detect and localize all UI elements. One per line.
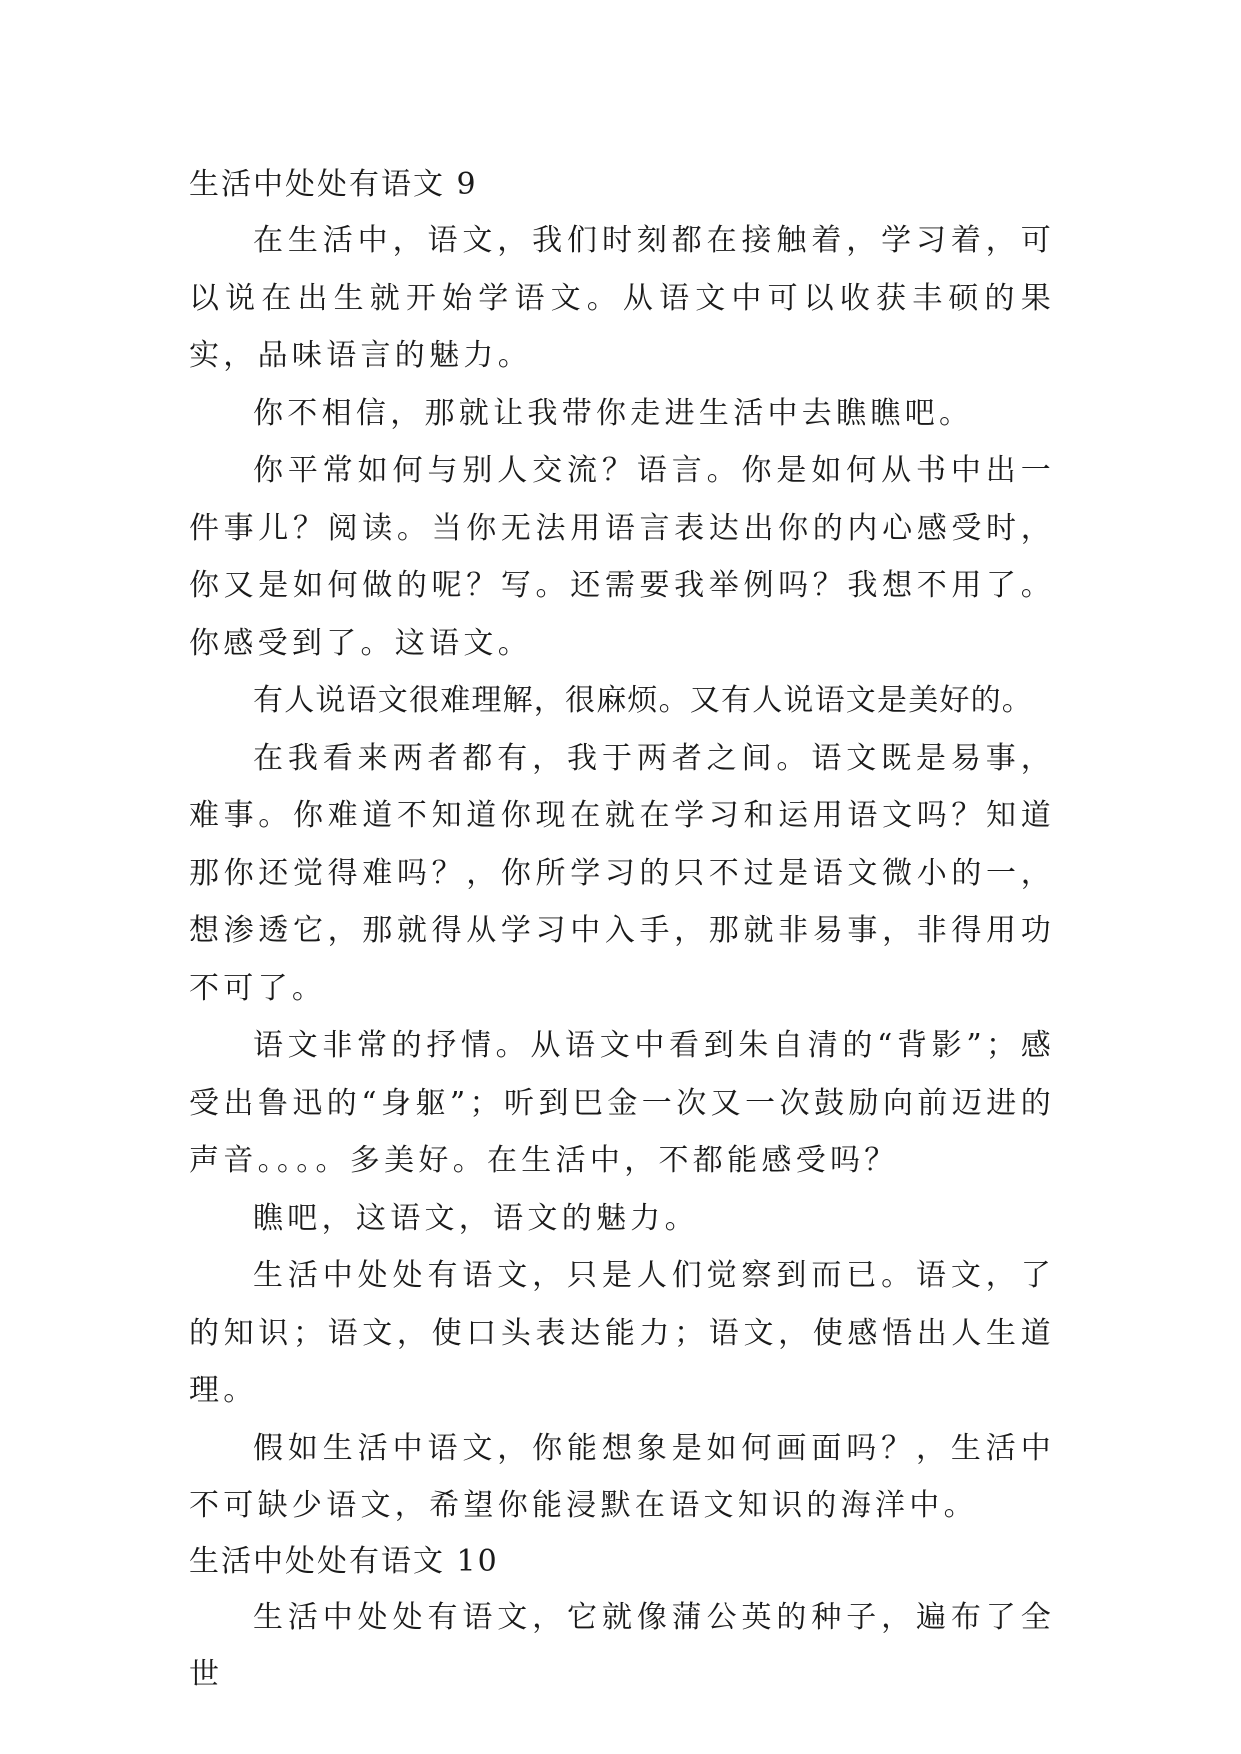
section-title: 生活中处处有语文 9 — [189, 167, 478, 202]
paragraph: 生活中处处有语文，它就像蒲公英的种子，遍布了全世 — [189, 1599, 1055, 1692]
document-page — [189, 158, 1055, 1704]
paragraph: 瞧吧，这语文，语文的魅力。 — [253, 1200, 699, 1236]
paragraph: 你平常如何与别人交流？语言。你是如何从书中出一件事儿？阅读。当你无法用语言表达出你的内心感受时，你又是如何做的呢？写。还需要我举例吗？我想不用了。你感受到了。这语文。 — [189, 453, 1055, 661]
paragraph: 你不相信，那就让我带你走进生活中去瞧瞧吧。 — [253, 395, 974, 431]
paragraph: 有人说语文很难理解，很麻烦。又有人说语文是美好的。 — [253, 683, 1033, 718]
paragraph: 在我看来两者都有，我于两者之间。语文既是易事，难事。你难道不知道你现在就在学习和运用语文吗？知道那你还觉得难吗？，你所学习的只不过是语文微小的一，想渗透它，那就得从学习中入手，那就非易事，非得用功不可了。 — [189, 740, 1055, 1006]
paragraph: 生活中处处有语文，只是人们觉察到而已。语文，了的知识；语文，使口头表达能力；语文，使感悟出人生道理。 — [189, 1258, 1055, 1408]
paragraph: 语文非常的抒情。从语文中看到朱自清的“背影”；感受出鲁迅的“身躯”；听到巴金一次又一次鼓励向前迈进的声音。。。。多美好。在生活中，不都能感受吗？ — [189, 1028, 1055, 1178]
paragraph: 在生活中，语文，我们时刻都在接触着，学习着，可以说在出生就开始学语文。从语文中可以收获丰硕的果实，品味语言的魅力。 — [189, 223, 1055, 373]
paragraph: 假如生活中语文，你能想象是如何画面吗？，生活中不可缺少语文，希望你能浸默在语文知识的海洋中。 — [189, 1430, 1055, 1523]
section-title: 生活中处处有语文 10 — [189, 1543, 499, 1579]
